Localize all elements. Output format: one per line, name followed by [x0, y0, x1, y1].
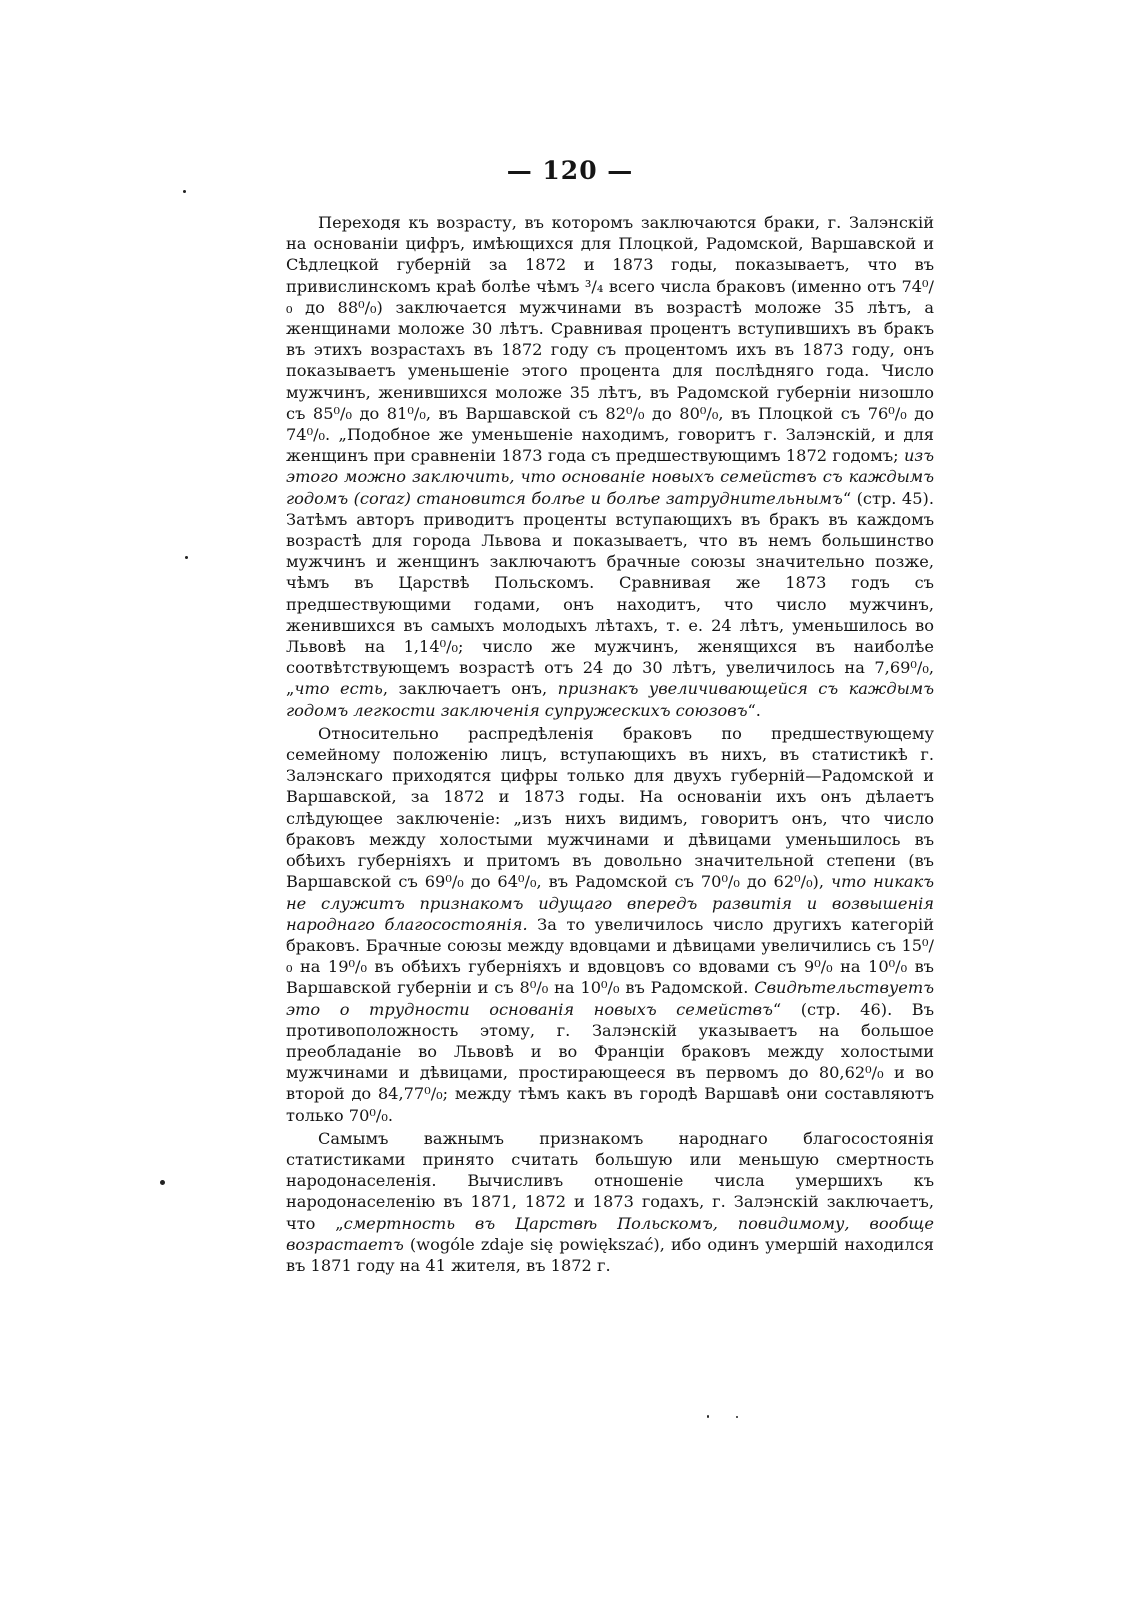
emphasized-text: смертность въ Царствѣ Польскомъ, повидимому, вообще возрастаетъ — [286, 1213, 934, 1254]
text-run: (wogóle zdaje się powiększać), ибо одинъ умершій находился въ 1871 году на 41 жителя, въ 1872 г. — [286, 1234, 934, 1275]
emphasized-text: что есть — [294, 679, 383, 699]
text-run: , заключаетъ онъ, — [382, 679, 558, 699]
text-run: “ (стр. 45). Затѣмъ авторъ приводитъ проценты вступающихъ въ бракъ въ каждомъ возрастѣ для города Львова и показываетъ, что въ немъ большинство мужчинъ и женщинъ заключаютъ брачные союзы значительно позже, чѣмъ въ Царствѣ Польскомъ. Сравнивая же 1873 годъ съ предшествующими годами, онъ находитъ, что число мужчинъ, женившихся въ самыхъ молодыхъ лѣтахъ, т. е. 24 лѣтъ, уменьшилось во Львовѣ на 1,14⁰/₀; число же мужчинъ, женящихся въ наиболѣе соотвѣтствующемъ возрастѣ отъ 24 до 30 лѣтъ, увеличилось на 7,69⁰/₀, „ — [286, 488, 934, 699]
scan-speck — [160, 1180, 165, 1185]
scan-speck — [736, 1416, 738, 1418]
emphasized-text: что никакъ не служитъ признакомъ идущаго впередъ развитія и возвышенія народнаго благосостоянія. — [286, 872, 934, 934]
text-run: Самымъ важнымъ признакомъ народнаго благосостоянія статистиками принято считать большую или меньшую смертность народонаселенія. Вычисливъ отношеніе числа умершихъ къ народонаселенію въ 1871, 1872 и 1873 годахъ, г. Залэнскій заключаетъ, что „ — [286, 1128, 934, 1233]
text-run: “ (стр. 46). Въ противоположность этому, г. Залэнскій указываетъ на большое преобладаніе во Львовѣ и во Франціи браковъ между холостыми мужчинами и дѣвицами, простирающееся въ первомъ до 80,62⁰/₀ и во второй до 84,77⁰/₀; между тѣмъ какъ въ городѣ Варшавѣ они составляютъ только 70⁰/₀. — [286, 999, 934, 1125]
emphasized-text: Свидѣтельствуетъ это о трудности основанія новыхъ семействъ — [286, 978, 934, 1019]
body-text — [286, 212, 934, 1276]
scan-speck — [183, 190, 186, 193]
scan-speck — [185, 556, 188, 559]
paragraph — [286, 723, 934, 1126]
page-number: — 120 — — [506, 156, 634, 185]
emphasized-text: изъ этого можно заключить, что основаніе новыхъ семействъ съ каждымъ годомъ (coraz) становится болѣе и болѣе затруднительнымъ — [286, 446, 934, 508]
text-run: Переходя къ возрасту, въ которомъ заключаются браки, г. Залэнскій на основаніи цифръ, имѣющихся для Плоцкой, Радомской, Варшавской и Сѣдлецкой губерній за 1872 и 1873 годы, показываетъ, что въ привислинскомъ краѣ болѣе чѣмъ ³/₄ всего числа браковъ (именно отъ 74⁰/₀ до 88⁰/₀) заключается мужчинами въ возрастѣ моложе 35 лѣтъ, а женщинами моложе 30 лѣтъ. Сравнивая процентъ вступившихъ въ бракъ въ этихъ возрастахъ въ 1872 году съ процентомъ ихъ въ 1873 году, онъ показываетъ уменьшеніе этого процента для послѣдняго года. Число мужчинъ, женившихся моложе 35 лѣтъ, въ Радомской губерніи низошло съ 85⁰/₀ до 81⁰/₀, въ Варшавской съ 82⁰/₀ до 80⁰/₀, въ Плоцкой съ 76⁰/₀ до 74⁰/₀. „Подобное же уменьшеніе находимъ, говоритъ г. Залэнскій, и для женщинъ при сравненіи 1873 года съ предшествующимъ 1872 годомъ; — [286, 213, 934, 466]
text-run: “. — [747, 700, 761, 720]
scan-speck — [707, 1415, 709, 1418]
text-run: Относительно распредѣленія браковъ по предшествующему семейному положенію лицъ, вступающихъ въ нихъ, въ статистикѣ г. Залэнскаго приходятся цифры только для двухъ губерній—Радомской и Варшавской, за 1872 и 1873 годы. На основаніи ихъ онъ дѣлаетъ слѣдующее заключеніе: „изъ нихъ видимъ, говоритъ онъ, что число браковъ между холостыми мужчинами и дѣвицами уменьшилось въ обѣихъ губерніяхъ и притомъ въ довольно значительной степени (въ Варшавской съ 69⁰/₀ до 64⁰/₀, въ Радомской съ 70⁰/₀ до 62⁰/₀), — [286, 723, 934, 892]
text-run: За то увеличилось число другихъ категорій браковъ. Брачные союзы между вдовцами и дѣвицами увеличились съ 15⁰/₀ на 19⁰/₀ въ обѣихъ губерніяхъ и вдовцовъ со вдовами съ 9⁰/₀ на 10⁰/₀ въ Варшавской губерніи и съ 8⁰/₀ на 10⁰/₀ въ Радомской. — [286, 914, 934, 998]
paragraph — [286, 212, 934, 721]
emphasized-text: признакъ увеличивающейся съ каждымъ годомъ легкости заключенія супружескихъ союзовъ — [286, 679, 934, 720]
paragraph — [286, 1128, 934, 1276]
